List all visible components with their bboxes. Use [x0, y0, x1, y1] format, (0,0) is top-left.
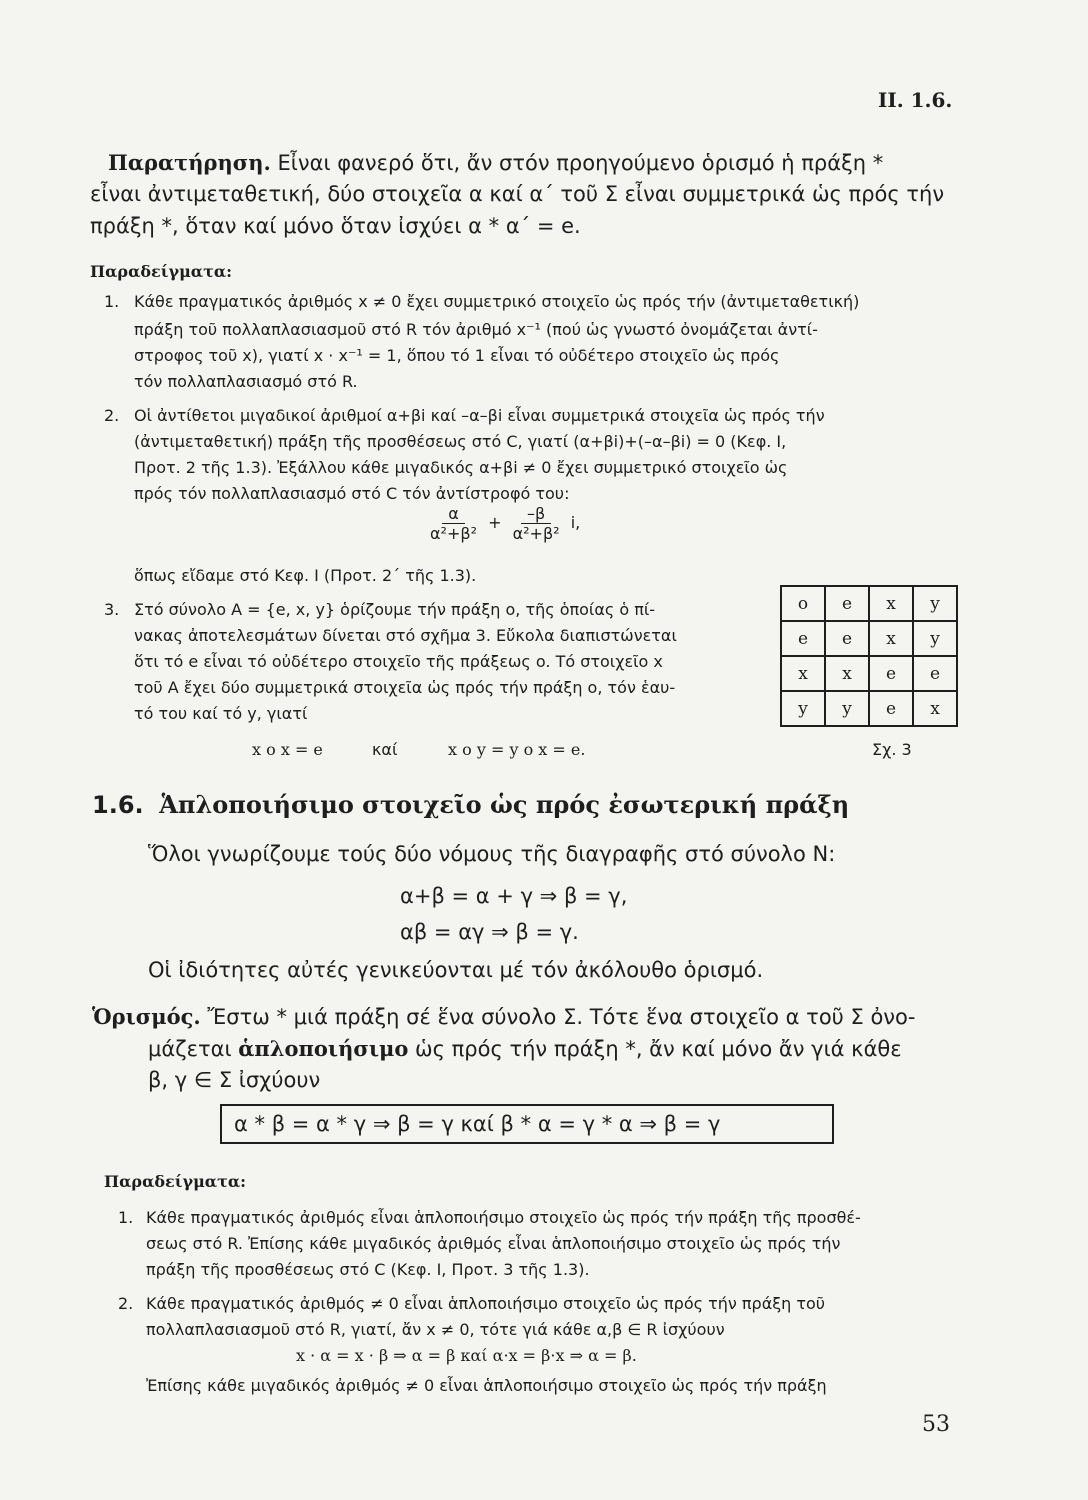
section-intro: Ὅλοι γνωρίζουμε τούς δύο νόμους τῆς διαγραφῆς στό σύνολο N:: [148, 842, 836, 866]
example1-line: στροφος τοῦ x), γιατί x · x⁻¹ = 1, ὅπου τό 1 εἶναι τό οὐδέτερο στοιχεῖο ὡς πρός: [134, 346, 780, 365]
example3-line: ὅτι τό e εἶναι τό οὐδέτερο στοιχεῖο τῆς πράξεως o. Τό στοιχεῖο x: [134, 652, 663, 671]
table-cell: y: [913, 621, 957, 656]
example3-line: Στό σύνολο A = {e, x, y} ὁρίζουμε τήν πράξη o, τῆς ὁποίας ὁ πί-: [134, 600, 656, 619]
table-cell: y: [913, 586, 957, 621]
example-b2-number: 2.: [118, 1294, 134, 1313]
example3-number: 3.: [104, 600, 120, 619]
example-b1-line: σεως στό R. Ἐπίσης κάθε μιγαδικός ἀριθμός εἶναι ἁπλοποιήσιμο στοιχεῖο ὡς πρός τήν: [146, 1234, 841, 1253]
remark-line-1-text: Εἶναι φανερό ὅτι, ἄν στόν προηγούμενο ὁρισμό ἡ πράξη *: [277, 151, 884, 175]
table-cell: e: [869, 656, 913, 691]
example2-line: Προτ. 2 τῆς 1.3). Ἐξάλλου κάθε μιγαδικός α+βi ≠ 0 ἔχει συμμετρικό στοιχεῖο ὡς: [134, 458, 788, 477]
table-cell: x: [869, 621, 913, 656]
definition-text: ὡς πρός τήν πράξη *, ἄν καί μόνο ἄν γιά κάθε: [415, 1037, 902, 1061]
example2-after: ὅπως εἴδαμε στό Κεφ. I (Προτ. 2΄ τῆς 1.3).: [134, 566, 477, 585]
example3-formula-right: x o y = y o x = e.: [448, 740, 586, 759]
definition-line-1-text: Ἔστω * μιά πράξη σέ ἕνα σύνολο Σ. Τότε ἕνα στοιχεῖο α τοῦ Σ ὀνο-: [207, 1005, 916, 1029]
example-b2-line: πολλαπλασιασμοῦ στό R, γιατί, ἄν x ≠ 0, τότε γιά κάθε α,β ∈ R ἰσχύουν: [146, 1320, 725, 1339]
example-b2-formula: x · α = x · β ⇒ α = β καί α·x = β·x ⇒ α = β.: [296, 1346, 637, 1365]
example3-line: νακας ἀποτελεσμάτων δίνεται στό σχῆμα 3. Εὔκολα διαπιστώνεται: [134, 626, 677, 645]
table-cell: e: [869, 691, 913, 726]
fraction-real-part: [424, 504, 483, 543]
table-cell: x: [825, 656, 869, 691]
example3-formula-left: x o x = e: [252, 740, 323, 759]
example2-line: Οἱ ἀντίθετοι μιγαδικοί ἀριθμοί α+βi καί –α–βi εἶναι συμμετρικά στοιχεῖα ὡς πρός τήν: [134, 406, 825, 425]
table-row: [781, 621, 957, 656]
table-row: [781, 691, 957, 726]
section-number: 1.6.: [92, 791, 144, 819]
remark-line-3: πράξη *, ὅταν καί μόνο ὅταν ἰσχύει α * α΄ = e.: [90, 214, 581, 238]
table-cell: x: [913, 691, 957, 726]
operation-table: [780, 585, 958, 727]
fraction-numerator: α: [442, 504, 465, 524]
section-reference: II. 1.6.: [878, 88, 953, 112]
table-cell: x: [781, 656, 825, 691]
section-heading: [92, 790, 849, 819]
example1-line: τόν πολλαπλασιασμό στό R.: [134, 372, 358, 391]
table-cell: y: [825, 691, 869, 726]
example-b1-number: 1.: [118, 1208, 134, 1227]
plus-sign: +: [488, 513, 502, 532]
definition-line-1: [92, 1004, 915, 1029]
example1-line: πράξη τοῦ πολλαπλασιασμοῦ στό R τόν ἀριθμό x⁻¹ (πού ὡς γνωστό ὀνομάζεται ἀντί-: [134, 320, 818, 339]
example-b2-last-line: Ἐπίσης κάθε μιγαδικός ἀριθμός ≠ 0 εἶναι ἁπλοποιήσιμο στοιχεῖο ὡς πρός τήν πράξη: [146, 1376, 827, 1395]
definition-label: Ὁρισμός.: [92, 1004, 201, 1029]
table-cell: e: [781, 621, 825, 656]
fraction-imag-part: [507, 504, 566, 543]
example1-number: 1.: [104, 292, 120, 311]
table-cell: x: [869, 586, 913, 621]
fraction-denominator: α²+β²: [512, 524, 560, 543]
definition-line-3: β, γ ∈ Σ ἰσχύουν: [148, 1068, 321, 1092]
example1-line: Κάθε πραγματικός ἀριθμός x ≠ 0 ἔχει συμμετρικό στοιχεῖο ὡς πρός τήν (ἀντιμεταθετική): [134, 292, 860, 311]
definition-text: μάζεται: [148, 1037, 232, 1061]
inverse-fraction-formula: [424, 504, 580, 543]
examples-heading-1: Παραδείγματα:: [90, 262, 233, 281]
example-b1-line: πράξη τῆς προσθέσεως στό C (Κεφ. I, Προτ. 3 τῆς 1.3).: [146, 1260, 590, 1279]
remark-line-2: εἶναι ἀντιμεταθετική, δύο στοιχεῖα α καί α΄ τοῦ Σ εἶναι συμμετρικά ὡς πρός τήν: [90, 182, 945, 206]
example2-number: 2.: [104, 406, 120, 425]
example3-line: τό του καί τό y, γιατί: [134, 704, 308, 723]
remark-label: Παρατήρηση.: [108, 150, 271, 175]
fraction-suffix: i,: [570, 513, 581, 532]
fraction-denominator: α²+β²: [430, 524, 477, 543]
table-cell: y: [781, 691, 825, 726]
fraction-numerator: –β: [521, 504, 551, 524]
example-b2-line: Κάθε πραγματικός ἀριθμός ≠ 0 εἶναι ἁπλοποιήσιμο στοιχεῖο ὡς πρός τήν πράξη τοῦ: [146, 1294, 826, 1313]
section-generalize: Οἱ ἰδιότητες αὐτές γενικεύονται μέ τόν ἀκόλουθο ὁρισμό.: [148, 958, 764, 982]
page-number: 53: [922, 1412, 950, 1437]
table-cell: e: [825, 586, 869, 621]
table-row: [781, 656, 957, 691]
example2-line: πρός τόν πολλαπλασιασμό στό C τόν ἀντίστροφό του:: [134, 484, 570, 503]
definition-line-2: [148, 1036, 902, 1061]
table-cell: o: [781, 586, 825, 621]
example3-formula-and: καί: [372, 740, 398, 759]
figure-caption: Σχ. 3: [872, 740, 912, 759]
table-cell: e: [825, 621, 869, 656]
cancellation-law-2: αβ = αγ ⇒ β = γ.: [400, 920, 579, 944]
table-cell: e: [913, 656, 957, 691]
example3-line: τοῦ A ἔχει δύο συμμετρικά στοιχεῖα ὡς πρός τήν πράξη o, τόν ἑαυ-: [134, 678, 676, 697]
example-b1-line: Κάθε πραγματικός ἀριθμός εἶναι ἁπλοποιήσιμο στοιχεῖο ὡς πρός τήν πράξη τῆς προσθέ-: [146, 1208, 861, 1227]
definition-term: ἁπλοποιήσιμο: [238, 1036, 409, 1061]
example2-line: (ἀντιμεταθετική) πράξη τῆς προσθέσεως στό C, γιατί (α+βi)+(–α–βi) = 0 (Κεφ. I,: [134, 432, 787, 451]
section-title: Ἁπλοποιήσιμο στοιχεῖο ὡς πρός ἐσωτερική πράξη: [159, 790, 850, 819]
table-row: [781, 586, 957, 621]
cancellation-law-1: α+β = α + γ ⇒ β = γ,: [400, 884, 628, 908]
examples-heading-2: Παραδείγματα:: [104, 1172, 247, 1191]
boxed-definition-formula: α * β = α * γ ⇒ β = γ καί β * α = γ * α ⇒ β = γ: [220, 1104, 834, 1144]
remark-line-1: [108, 150, 883, 175]
